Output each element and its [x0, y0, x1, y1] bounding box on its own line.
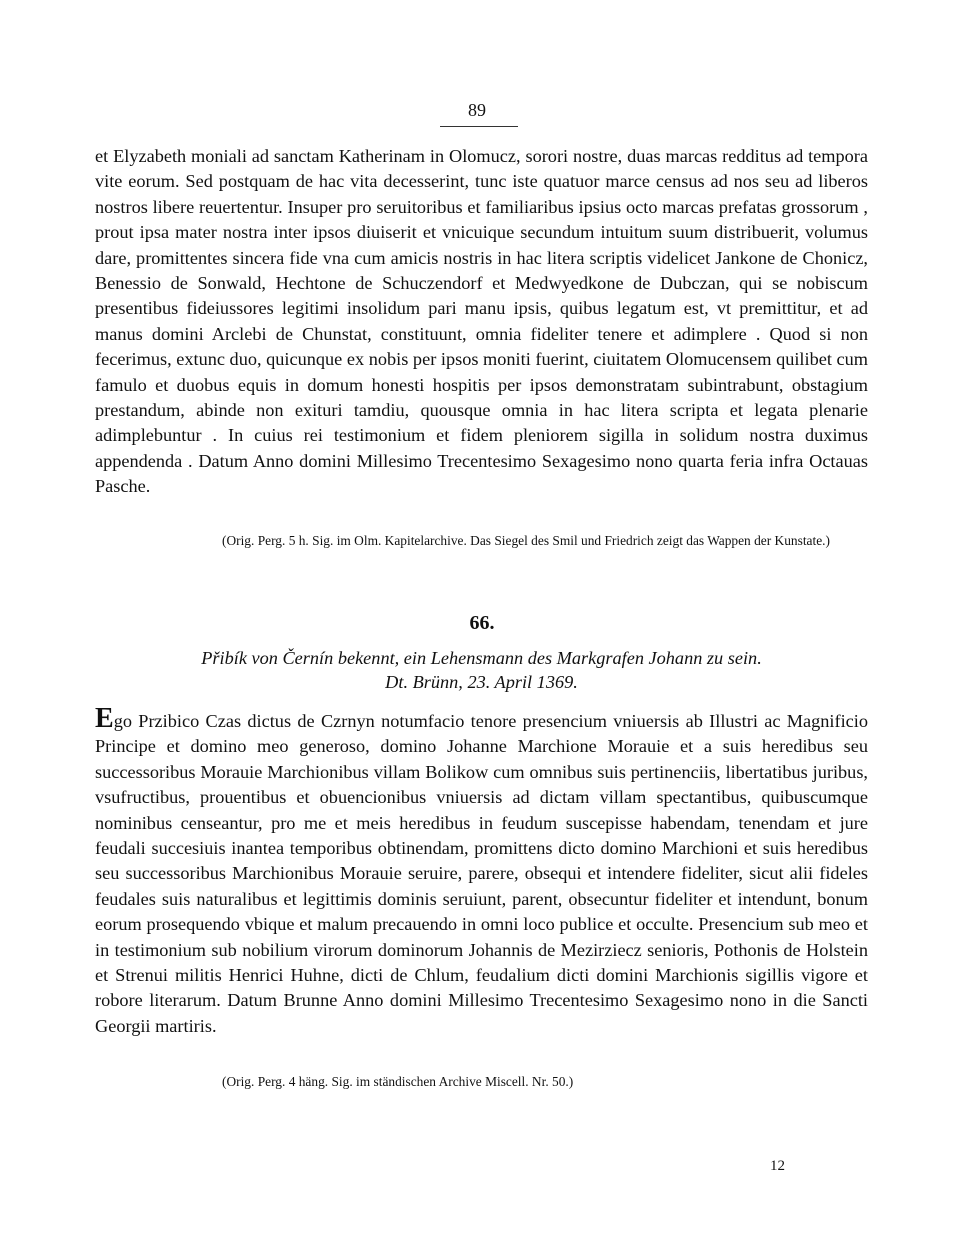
page-number-rule — [440, 126, 518, 127]
continuation-source-note: (Orig. Perg. 5 h. Sig. im Olm. Kapitelarchive. Das Siegel des Smil und Friedrich zeigt das Wappen der Kunstate.) — [222, 533, 830, 548]
printer-signature-mark: 12 — [770, 1158, 785, 1174]
charter-date: Dt. Brünn, 23. April 1369. — [385, 672, 578, 692]
continuation-paragraph: et Elyzabeth moniali ad sanctam Katherinam in Olomucz, sorori nostre, duas marcas redditus ad tempora vite eorum. Sed postquam de hac vita decesserint, tunc iste quatuor marce census ad nos seu ad liberos nostros libere reuertentur. Insuper pro seruitoribus et familiaribus ipsius octo marcas prefatas grossorum , prout ipsa mater nostra inter ipsos diuiserit et vnicuique secundum intuitum suum distribuerit, volumus dare, promittentes sincera fide vna cum amicis nostris in hac litera scriptis videlicet Jankone de Chonicz, Benessio de Sonwald, Hechtone de Schuczendorf et Medwyedkone de Dubczan, qui se nobiscum presentibus fideiussores legitimi insolidum pari manu ipsis, quibus legatum est, vt premittitur, et ad manus domini Arclebi de Chunstat, constituunt, omnia fideliter tenere et adimplere . Quod si non fecerimus, extunc duo, quicunque ex nobis per ipsos moniti fuerint, ciuitatem Olomucensem quilibet cum famulo et duobus equis in domum honesti hospitis per ipsos demonstratam subintrabunt, obstagium prestandum, abinde non exituri tamdiu, quousque omnia in hac litera scripta et legata plenarie adimplebuntur . In cuius rei testimonium et fidem pleniorem sigilla in solidum nostra duximus appendenda . Datum Anno domini Millesimo Trecentesimo Sexagesimo nono quarta feria infra Octauas Pasche. — [95, 146, 868, 497]
charter-number-text: 66. — [469, 612, 495, 634]
charter-text: go Przibico Czas dictus de Czrnyn notumfacio tenore presencium vniuersis ab Illustri ac Magnificio Principe et domino meo generoso, domino Johanne Marchione Morauie et a suis heredibus seu successoribus Morauie Marchionibus villam Bolikow cum omnibus suis pertinenciis, libertatibus juribus, vsufructibus, prouentibus et obuencionibus vniuersis ad dictam villam spectantibus, quibuscumque nominibus censeantur, pro me et meis heredibus in feudum suscepisse habendam, tenendam et jure feudali succesiuis inantea temporibus obtinendam, promittens dicto domino Marchioni et suis heredibus seu successoribus Marchionibus Morauie seruire, parere, obsequi et intendere fideliter, sicut alii fideles feudales suis naturalibus et legittimis dominis seruiunt, parent, obsecuntur fideliter et intendunt, bonum eorum prosequendo vbique et malum precauendo in omni loco publice et occulte. Presencium sub meo et in testimonium sub nobilium virorum dominorum Johannis de Mezirziecz senioris, Pothonis de Holstein et Strenui militis Henrici Huhne, dicti de Chlum, feudalium dicti domini Marchionis sigillis vigore et robore literarum. Datum Brunne Anno domini Millesimo Trecentesimo Sexagesimo nono in die Sancti Georgii martiris. — [95, 711, 868, 1036]
charter-section — [95, 703, 868, 1039]
continuation-section — [95, 144, 868, 500]
charter-number — [0, 612, 960, 635]
charter-source-note: (Orig. Perg. 4 häng. Sig. im ständischen Archive Miscell. Nr. 50.) — [222, 1074, 574, 1089]
page-number: 89 — [468, 100, 486, 120]
charter-initial-letter: E — [95, 703, 114, 734]
charter-title: Přibík von Černín bekennt, ein Lehensmann des Markgrafen Johann zu sein. — [201, 648, 762, 668]
charter-paragraph — [95, 703, 868, 1039]
